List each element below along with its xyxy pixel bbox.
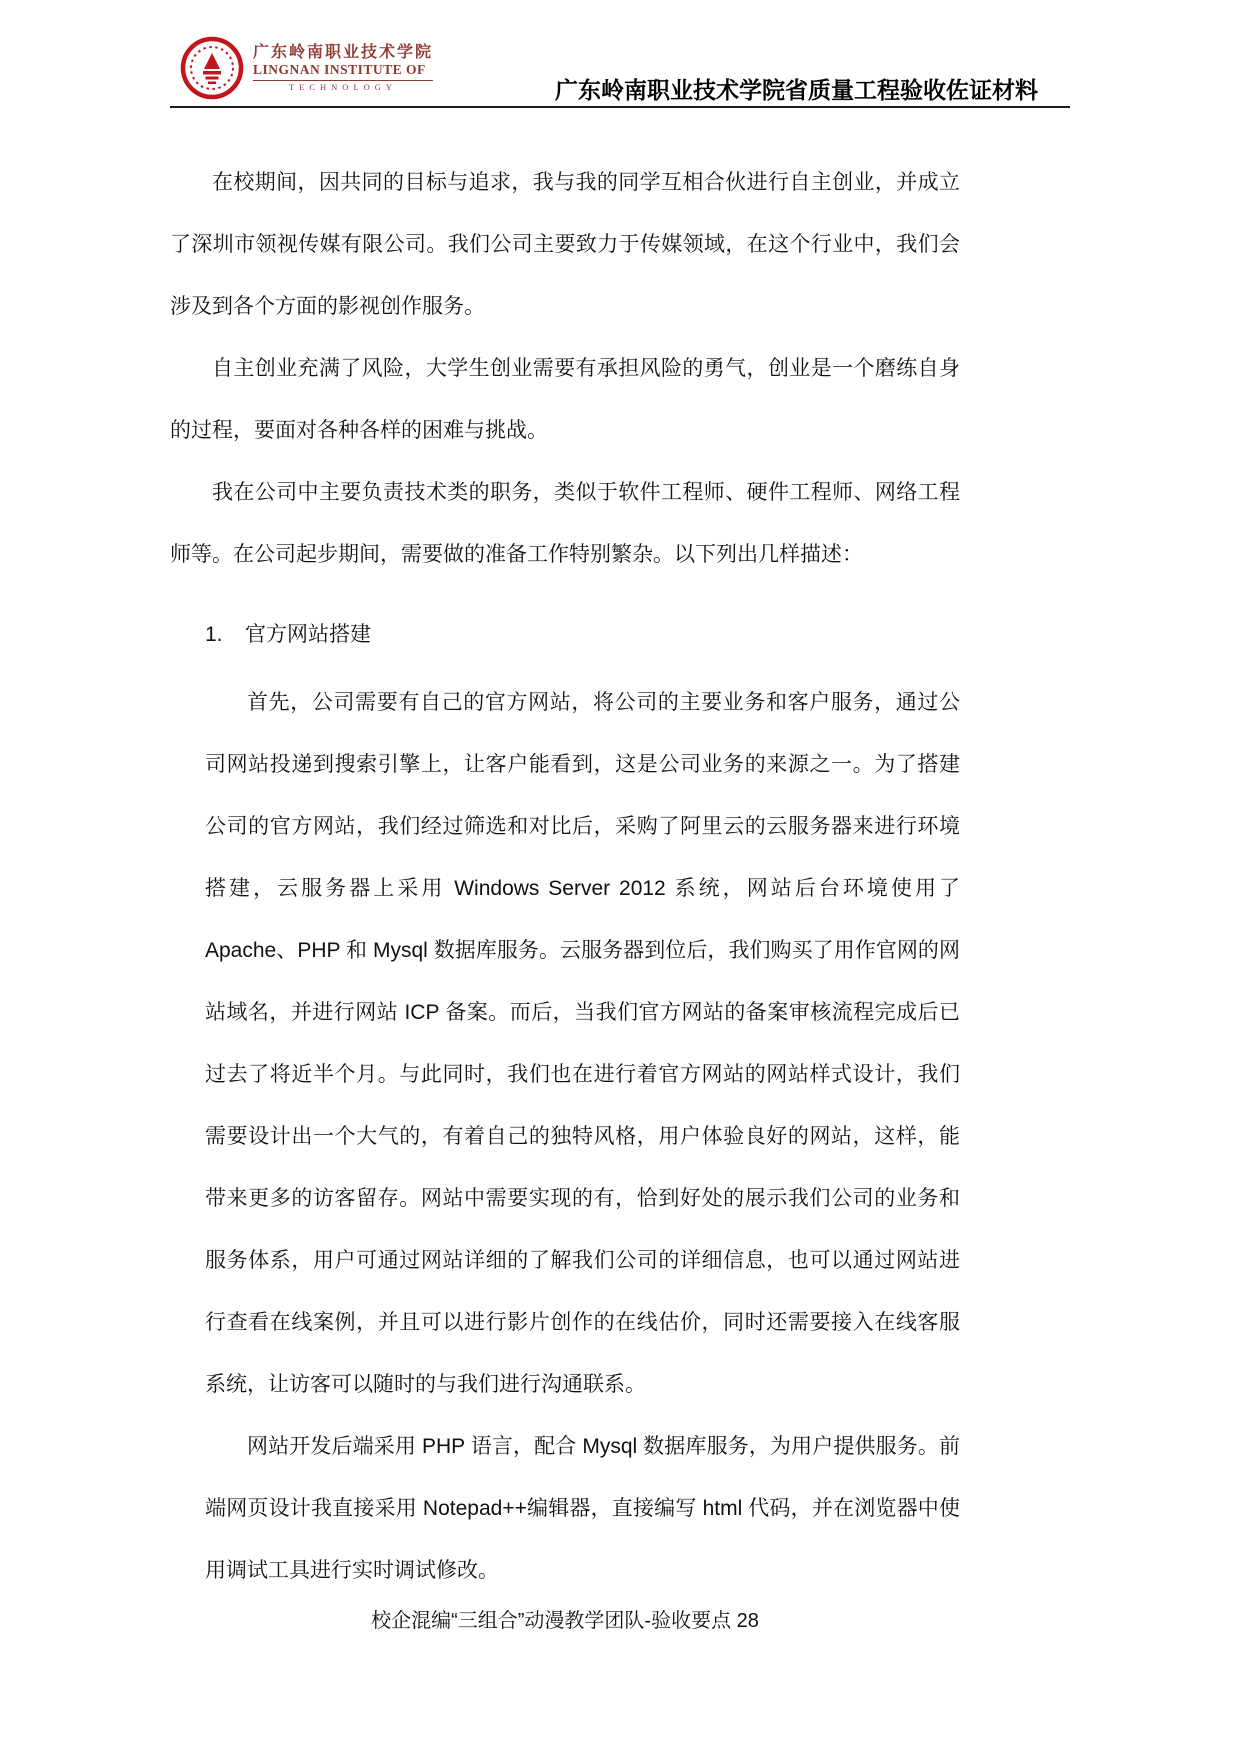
paragraph-4: 首先，公司需要有自己的官方网站，将公司的主要业务和客户服务，通过公司网站投递到搜索引擎上，让客户能看到，这是公司业务的来源之一。为了搭建公司的官方网站，我们经过筛选和对比后，采购了阿里云的云服务器来进行环境搭建，云服务器上采用 Windows Server 2012 系统，网站后台环境使用了 Apache、PHP 和 Mysql 数据库服务。云服务器到位后，我们购买了用作官网的网站域名，并进行网站 ICP 备案。而后，当我们官方网站的备案审核流程完成后已过去了将近半个月。与此同时，我们也在进行着官方网站的网站样式设计，我们需要设计出一个大气的，有着自己的独特风格，用户体验良好的网站，这样，能带来更多的访客留存。网站中需要实现的有，恰到好处的展示我们公司的业务和服务体系，用户可通过网站详细的了解我们公司的详细信息，也可以通过网站进行查看在线案例，并且可以进行影片创作的在线估价，同时还需要接入在线客服系统，让访客可以随时的与我们进行沟通联系。 [205, 691, 960, 1396]
institute-seal-icon [180, 36, 244, 100]
document-body [170, 152, 960, 1602]
institute-logo-text [253, 44, 433, 93]
document-header-title: 广东岭南职业技术学院省质量工程验收佐证材料 [555, 77, 1038, 103]
institute-logo [180, 36, 433, 100]
paragraph-3: 我在公司中主要负责技术类的职务，类似于软件工程师、硬件工程师、网络工程师等。在公司起步期间，需要做的准备工作特别繁杂。以下列出几样描述： [170, 481, 960, 566]
page-header [170, 30, 1070, 108]
institute-name-cn: 广东岭南职业技术学院 [253, 43, 434, 61]
list-item-official-website [205, 604, 960, 666]
list-item-label: 官方网站搭建 [245, 623, 371, 646]
paragraph-5: 网站开发后端采用 PHP 语言，配合 Mysql 数据库服务，为用户提供服务。前端网页设计我直接采用 Notepad++编辑器，直接编写 html 代码，并在浏览器中使用调试工具进行实时调试修改。 [205, 1435, 960, 1582]
paragraph-2: 自主创业充满了风险，大学生创业需要有承担风险的勇气，创业是一个磨练自身的过程，要面对各种各样的困难与挑战。 [170, 357, 960, 442]
page-footer [170, 1604, 960, 1633]
paragraph-1: 在校期间，因共同的目标与追求，我与我的同学互相合伙进行自主创业，并成立了深圳市领视传媒有限公司。我们公司主要致力于传媒领域，在这个行业中，我们会涉及到各个方面的影视创作服务。 [170, 171, 960, 318]
list-item-number: 1. [205, 623, 223, 646]
footer-text: 校企混编“三组合”动漫教学团队-验收要点 28 [371, 1610, 759, 1632]
institute-name-en-line2: TECHNOLOGY [288, 81, 398, 92]
institute-name-en-line1: LINGNAN INSTITUTE OF [253, 62, 433, 81]
